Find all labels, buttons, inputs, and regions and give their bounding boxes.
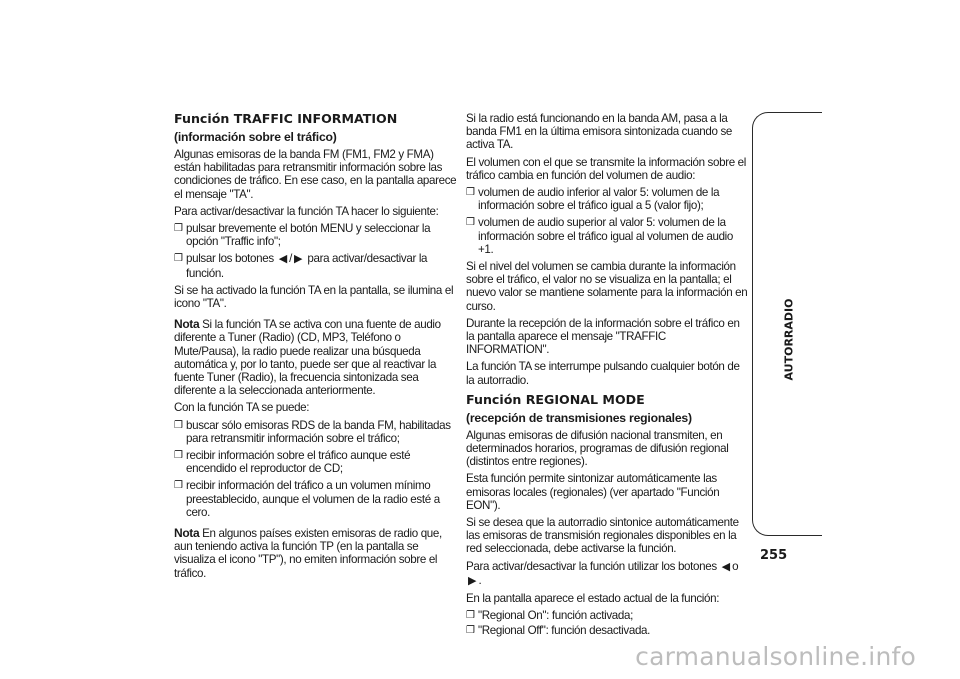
- watermark: carmanualsonline.info: [635, 642, 916, 671]
- paragraph: Con la función TA se puede:: [174, 401, 310, 415]
- right-column: [466, 112, 748, 641]
- list-item: ❒ recibir información del tráfico a un volumen mínimo preestablecido, aunque el volumen de la radio esté a cero.: [174, 479, 440, 519]
- paragraph: Si se desea que la autorradio sintonice automáticamente las emisoras de transmisión regionales disponibles en la red seleccionada, debe activarse la función.: [466, 516, 739, 556]
- paragraph: Algunas emisoras de difusión nacional transmiten, en determinados horarios, programas de difusión regional (distintos entre regiones).: [466, 428, 729, 469]
- list-item: ❒ volumen de audio superior al valor 5: volumen de la información sobre el tráfico igual al volumen de audio +1.: [466, 216, 733, 256]
- bullet-icon: ❒: [174, 480, 183, 492]
- bullet-icon: ❒: [466, 217, 475, 229]
- section-subheading: (recepción de transmisiones regionales): [466, 410, 692, 425]
- left-column: [174, 112, 458, 584]
- left-arrow-icon: ◀: [278, 253, 288, 266]
- list-item: ❒ pulsar los botones ◀ / ▶ para activar/desactivar la función.: [174, 252, 428, 280]
- paragraph: El volumen con el que se transmite la información sobre el tráfico cambia en función del volumen de audio:: [466, 155, 747, 182]
- list-item: ❒ volumen de audio inferior al valor 5: volumen de la información sobre el tráfico igual a 5 (valor fijo);: [466, 186, 720, 213]
- bullet-icon: ❒: [466, 624, 475, 636]
- list-item: ❒ buscar sólo emisoras RDS de la banda FM, habilitadas para retransmitir información sobre el tráfico;: [174, 418, 451, 445]
- note-label: Nota: [174, 526, 200, 541]
- slash: /: [289, 252, 293, 266]
- paragraph: Durante la recepción de la información sobre el tráfico en la pantalla aparece el mensaje "TRAFFIC INFORMATION".: [466, 316, 740, 357]
- paragraph: Si el nivel del volumen se cambia durante la información sobre el tráfico, el valor no se visualiza en la pantalla; el nuevo valor se mantiene solamente para la información en curso.: [466, 260, 748, 313]
- note-label: Nota: [174, 317, 200, 332]
- paragraph: Si la radio está funcionando en la banda AM, pasa a la banda FM1 en la última emisora sintonizada cuando se activa TA.: [466, 112, 733, 152]
- paragraph: Esta función permite sintonizar automáticamente las emisoras locales (regionales) (ver apartado "Función EON").: [466, 472, 720, 512]
- bullet-icon: ❒: [174, 253, 183, 265]
- right-arrow-icon: ▶: [468, 574, 477, 587]
- paragraph: Para activar/desactivar la función TA hacer lo siguiente:: [174, 204, 439, 218]
- list-item: ❒ recibir información sobre el tráfico aunque esté encendido el reproductor de CD;: [174, 449, 411, 476]
- section-tab-label: AUTORRADIO: [782, 298, 796, 380]
- right-arrow-icon: ▶: [294, 253, 303, 266]
- paragraph: Para activar/desactivar la función utilizar los botones ◀ o▶ .: [466, 559, 739, 587]
- bullet-icon: ❒: [466, 187, 475, 199]
- page-number: 255: [760, 548, 788, 563]
- section-heading: Función REGIONAL MODE: [466, 391, 645, 407]
- list-item: ❒ "Regional On": función activada;: [466, 609, 633, 623]
- section-subheading: (información sobre el tráfico): [174, 130, 337, 144]
- paragraph: Si se ha activado la función TA en la pantalla, se ilumina el icono "TA".: [174, 283, 454, 311]
- bullet-icon: ❒: [174, 450, 183, 462]
- paragraph: Algunas emisoras de la banda FM (FM1, FM2 y FMA) están habilitadas para retransmitir información sobre las condiciones de tráfico. En ese caso, en la pantalla aparece el mensaje "TA".: [174, 148, 457, 201]
- bullet-icon: ❒: [174, 419, 183, 431]
- section-heading: Función TRAFFIC INFORMATION: [174, 111, 398, 126]
- paragraph: La función TA se interrumpe pulsando cualquier botón de la autorradio.: [466, 360, 740, 387]
- bullet-icon: ❒: [466, 610, 475, 622]
- list-item: ❒ "Regional Off": función desactivada.: [466, 623, 651, 637]
- note: Nota En algunos países existen emisoras de radio que, aun teniendo activa la función TP (en la pantalla se visualiza el icono "TP"), no emiten información sobre el tráfico.: [174, 526, 442, 580]
- bullet-icon: ❒: [174, 223, 183, 235]
- left-arrow-icon: ◀: [721, 560, 731, 573]
- note: Nota Si la función TA se activa con una fuente de audio diferente a Tuner (Radio) (CD, MP3, Teléfono o Mute/Pausa), la radio puede realizar una búsqueda automática y, por lo tanto, puede ser que al reactivar la fuente Tuner (Radio), la frecuencia sintonizada sea diferente a la seleccionada anteriormente.: [174, 317, 441, 398]
- paragraph: En la pantalla aparece el estado actual de la función:: [466, 592, 720, 606]
- list-item: ❒ pulsar brevemente el botón MENU y seleccionar la opción "Traffic info";: [174, 222, 431, 249]
